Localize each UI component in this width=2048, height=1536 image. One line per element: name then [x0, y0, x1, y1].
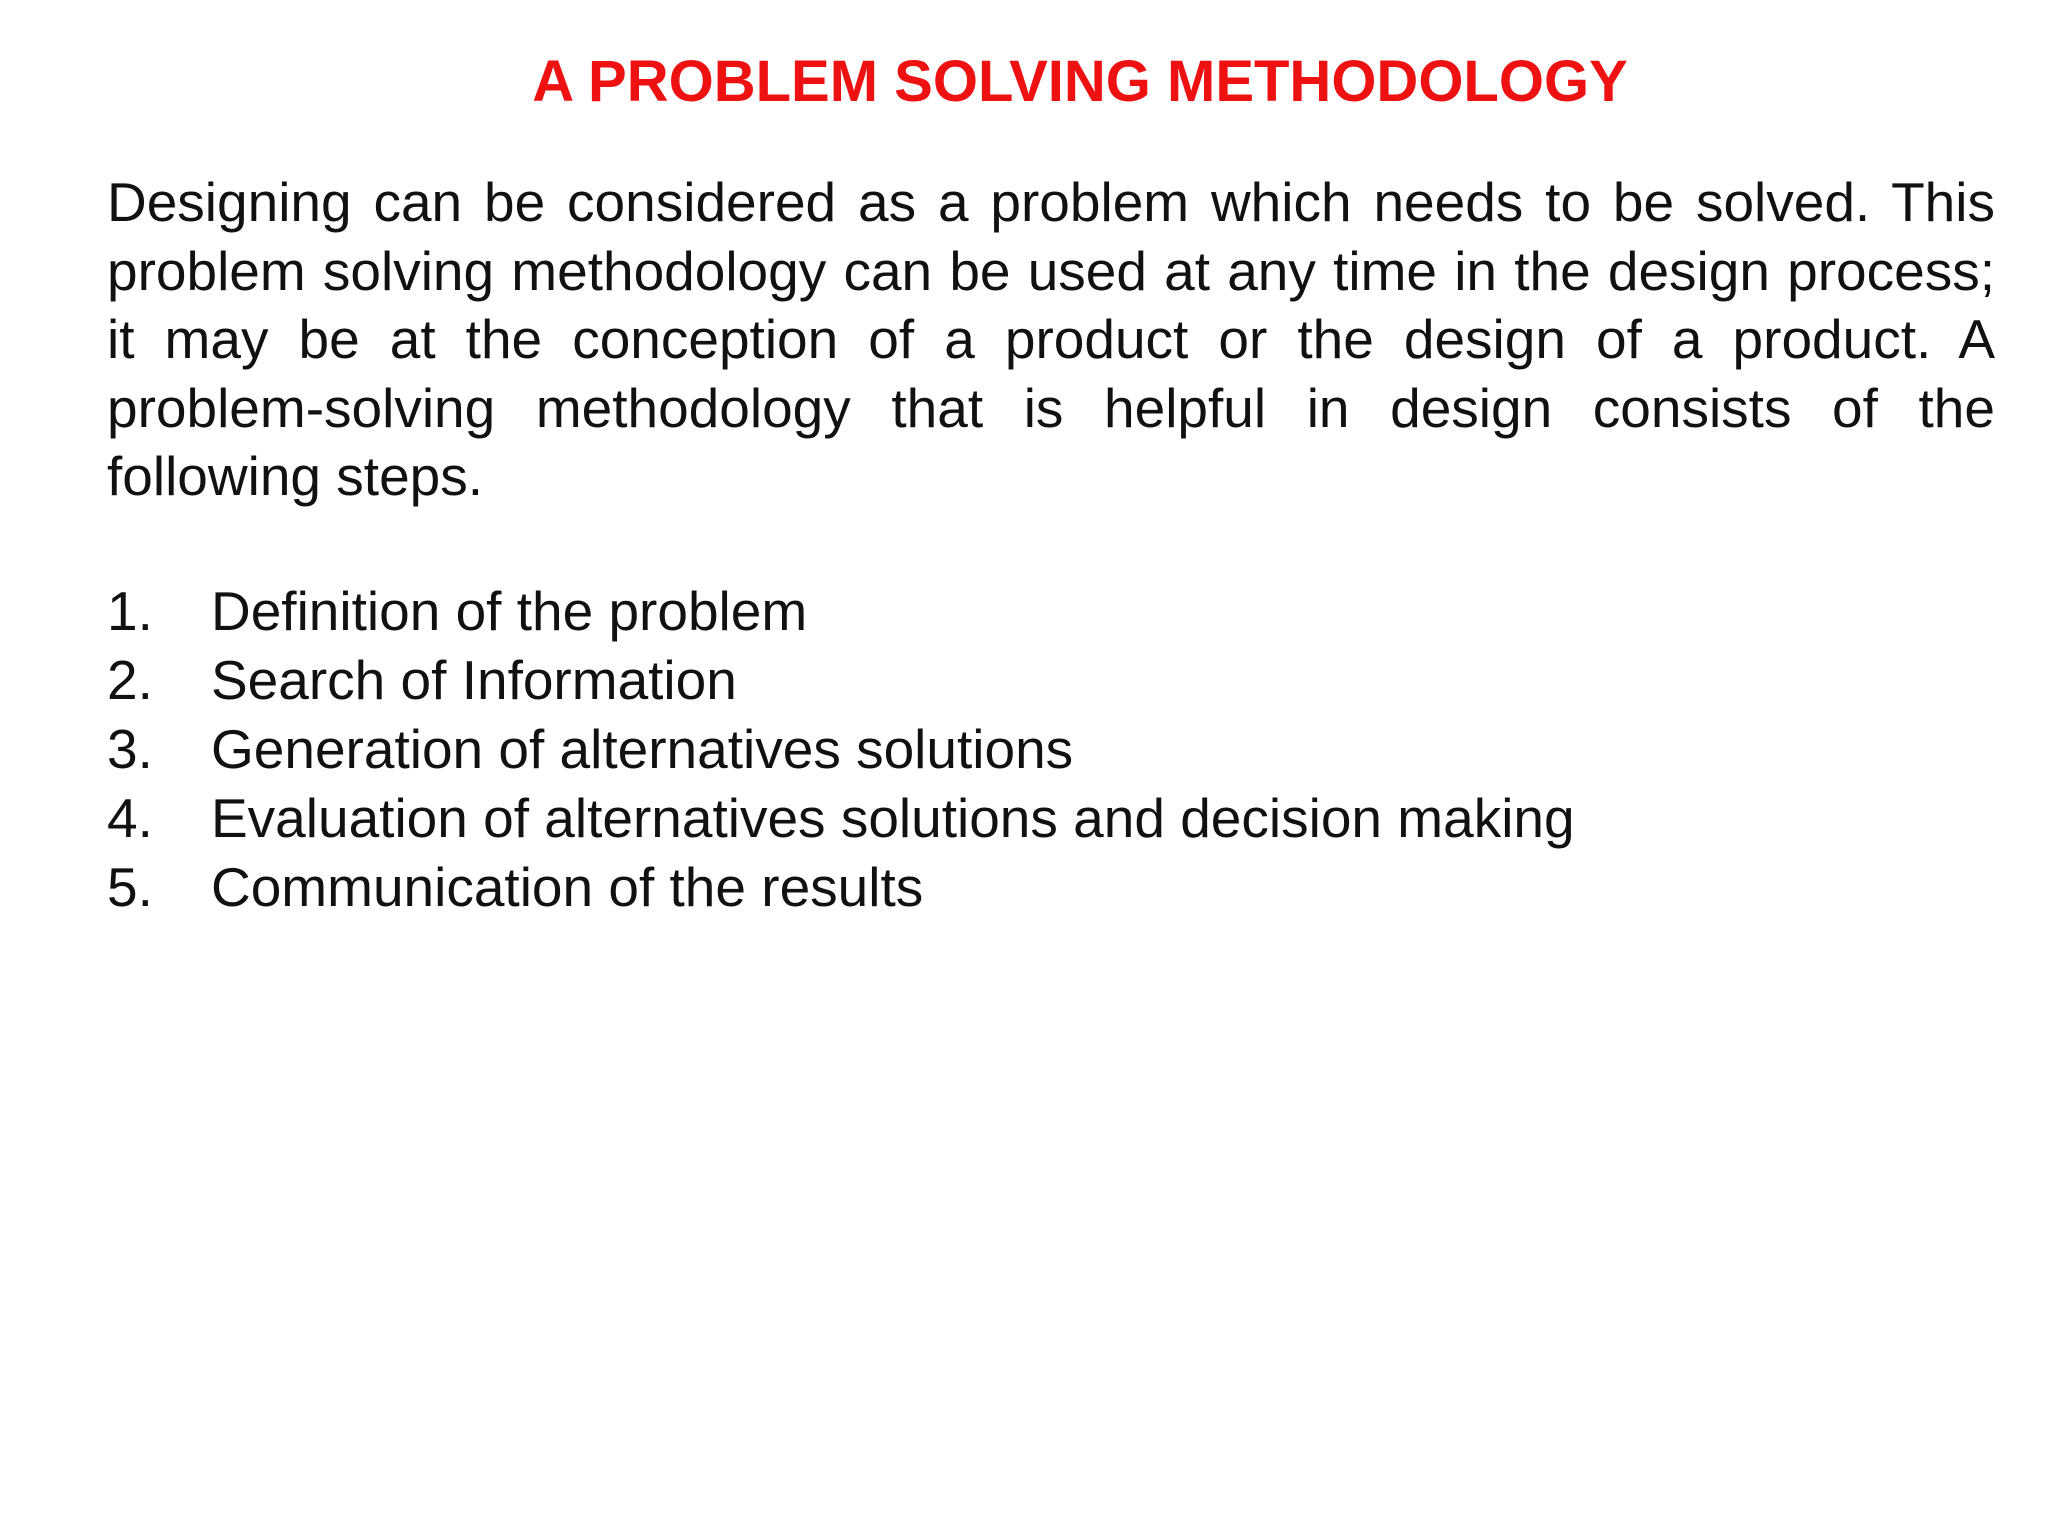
list-item [107, 577, 1957, 646]
list-item [107, 715, 1957, 784]
list-item-text: Communication of the results [211, 856, 924, 918]
list-item-number: 1. [107, 580, 153, 642]
list-item-number: 2. [107, 649, 153, 711]
list-item [107, 646, 1957, 715]
list-item [107, 853, 1957, 922]
slide-title: A PROBLEM SOLVING METHODOLOGY [532, 49, 1628, 114]
intro-paragraph: Designing can be considered as a problem which needs to be solved. This problem solving methodology can be used at any time in the design process; it may be at the conception of a product or the design of a product. A problem-solving methodology that is helpful in design consists of the following steps. [107, 171, 1995, 507]
list-item-text: Evaluation of alternatives solutions and decision making [211, 787, 1575, 849]
list-item-text: Search of Information [211, 649, 737, 711]
list-item-text: Generation of alternatives solutions [211, 718, 1074, 780]
steps-list [107, 577, 1957, 922]
list-item-number: 4. [107, 787, 153, 849]
list-item-text: Definition of the problem [211, 580, 808, 642]
list-item [107, 784, 1957, 853]
list-item-number: 3. [107, 718, 153, 780]
list-item-number: 5. [107, 856, 153, 918]
